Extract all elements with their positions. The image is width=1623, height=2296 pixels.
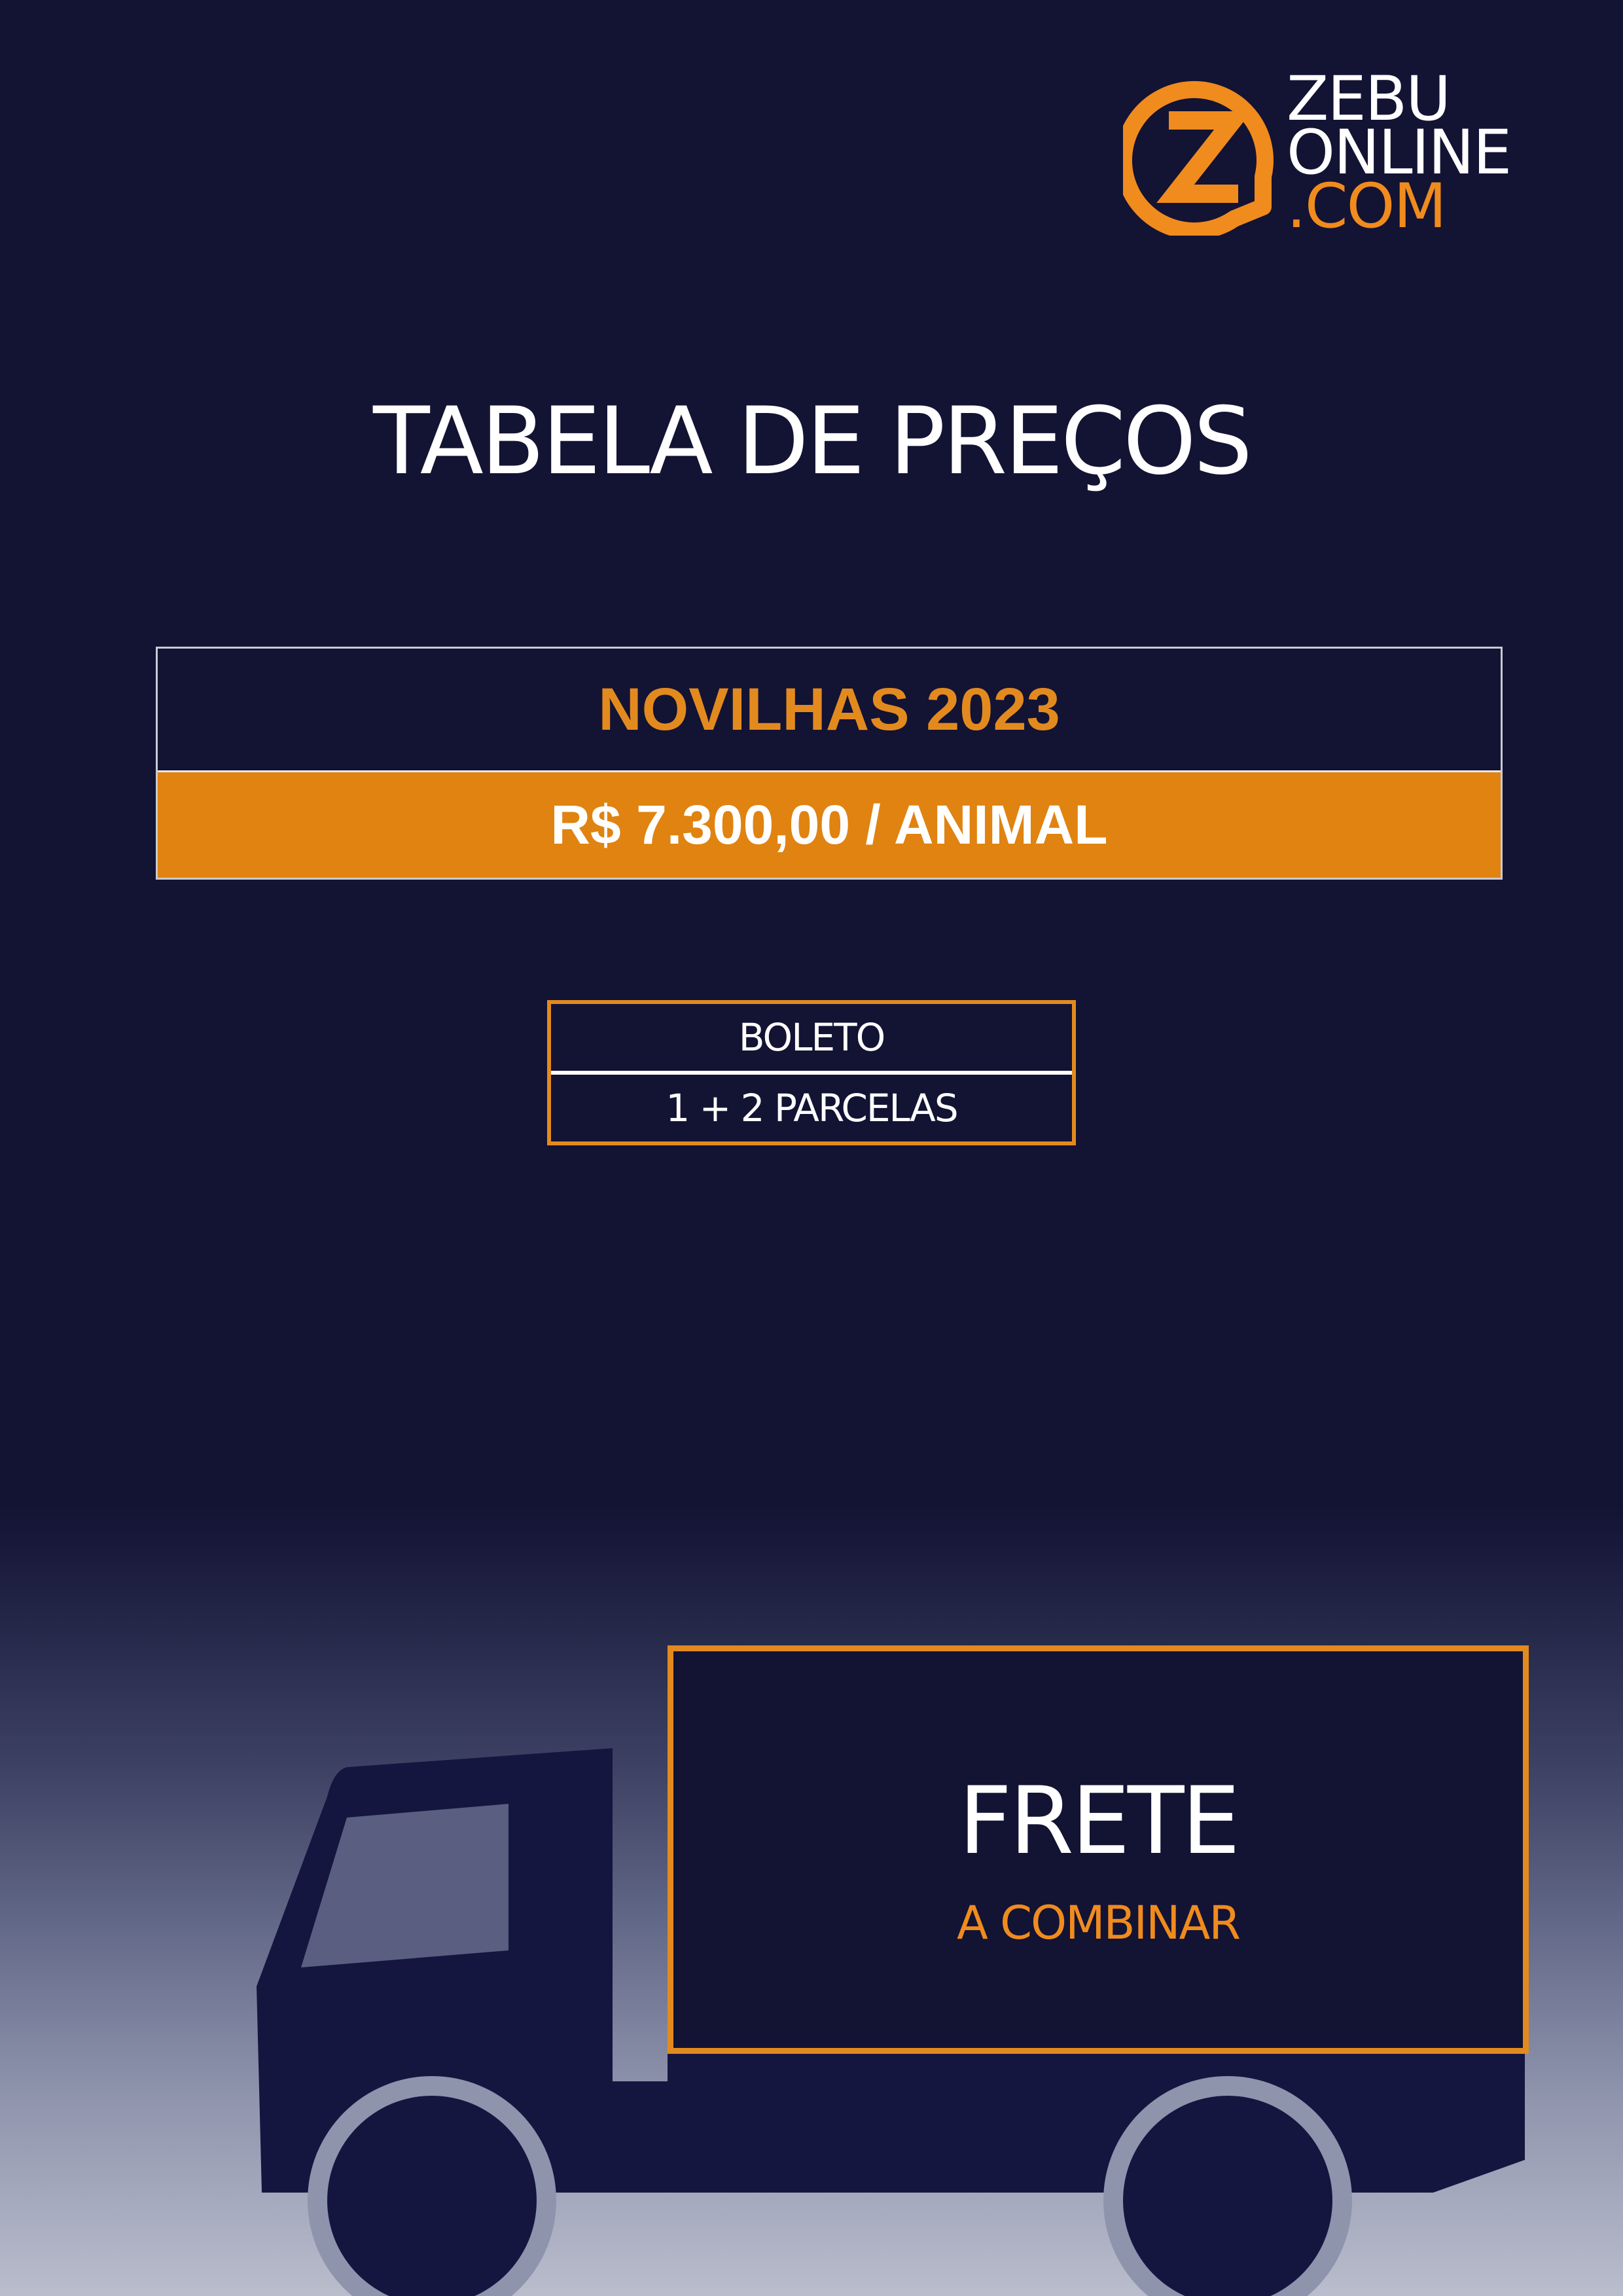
- freight-box: [668, 1645, 1529, 2054]
- freight-title: FRETE: [958, 1767, 1238, 1875]
- zebuonline-logo: [1123, 63, 1529, 242]
- logo-word-com: .COM: [1287, 171, 1446, 242]
- zebuonline-z-icon: [1123, 79, 1280, 236]
- payment-installments: 1 + 2 PARCELAS: [666, 1086, 957, 1130]
- logo-word-online: ONLINE: [1287, 117, 1511, 188]
- logo-word-zebu: ZEBU: [1287, 63, 1450, 135]
- product-price: R$ 7.300,00 / ANIMAL: [158, 772, 1501, 878]
- freight-subtitle: A COMBINAR: [956, 1896, 1240, 1950]
- payment-box: [547, 1000, 1076, 1145]
- page-title: TABELA DE PREÇOS: [373, 387, 1250, 495]
- zebuonline-wordmark: [1287, 63, 1535, 242]
- price-table: [156, 647, 1503, 880]
- product-name: NOVILHAS 2023: [158, 649, 1501, 770]
- payment-method: BOLETO: [738, 1015, 885, 1060]
